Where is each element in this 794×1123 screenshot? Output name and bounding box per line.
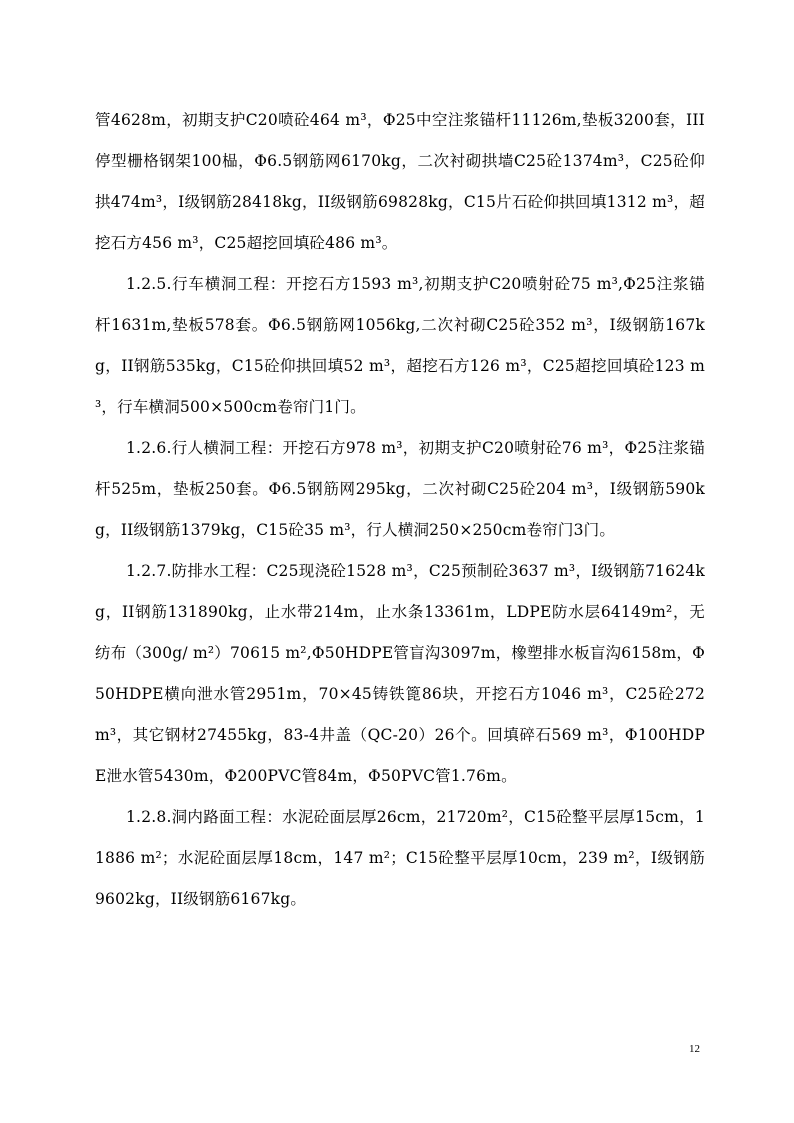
paragraph-continuation: 管4628m，初期支护C20喷砼464 m³，Φ25中空注浆锚杆11126m,垫板3200套，III停型栅格钢架100榀，Φ6.5钢筋网6170kg，二次衬砌拱墙C25砼1374m³，C25砼仰拱474m³，I级钢筋28418kg，II级钢筋69828kg，C15片石砼仰拱回填1312 m³，超挖石方456 m³，C25超挖回填砼486 m³。 xyxy=(95,111,705,252)
document-body xyxy=(95,100,705,920)
paragraph-1-2-7-waterproof-drainage: 1.2.7.防排水工程：C25现浇砼1528 m³，C25预制砼3637 m³，I级钢筋71624kg，II钢筋131890kg，止水带214m，止水条13361m，LDPE防水层64149m²，无纺布（300g/ m²）70615 m²,Φ50HDPE管盲沟3097m，橡塑排水板盲沟6158m，Φ50HDPE横向泄水管2951m，70×45铸铁篦86块，开挖石方1046 m³，C25砼272 m³，其它钢材27455kg，83-4井盖（QC-20）26个。回填碎石569 m³，Φ100HDPE泄水管5430m，Φ200PVC管84m，Φ50PVC管1.76m。 xyxy=(95,562,705,785)
paragraph-1-2-6-pedestrian-cross-tunnel: 1.2.6.行人横洞工程：开挖石方978 m³，初期支护C20喷射砼76 m³，Φ25注浆锚杆525m，垫板250套。Φ6.5钢筋网295kg，二次衬砌C25砼204 m³，I级钢筋590kg，II级钢筋1379kg，C15砼35 m³，行人横洞250×250cm卷帘门3门。 xyxy=(95,439,705,539)
page-number: 12 xyxy=(689,1043,700,1055)
paragraph-1-2-8-road-surface: 1.2.8.洞内路面工程：水泥砼面层厚26cm，21720m²，C15砼整平层厚15cm，11886 m²；水泥砼面层厚18cm，147 m²；C15砼整平层厚10cm，239 m²，I级钢筋9602kg，II级钢筋6167kg。 xyxy=(95,808,705,908)
paragraph-1-2-5-vehicle-cross-tunnel: 1.2.5.行车横洞工程：开挖石方1593 m³,初期支护C20喷射砼75 m³,Φ25注浆锚杆1631m,垫板578套。Φ6.5钢筋网1056kg,二次衬砌C25砼352 m³，I级钢筋167kg，II钢筋535kg，C15砼仰拱回填52 m³，超挖石方126 m³，C25超挖回填砼123 m³，行车横洞500×500cm卷帘门1门。 xyxy=(95,275,705,416)
